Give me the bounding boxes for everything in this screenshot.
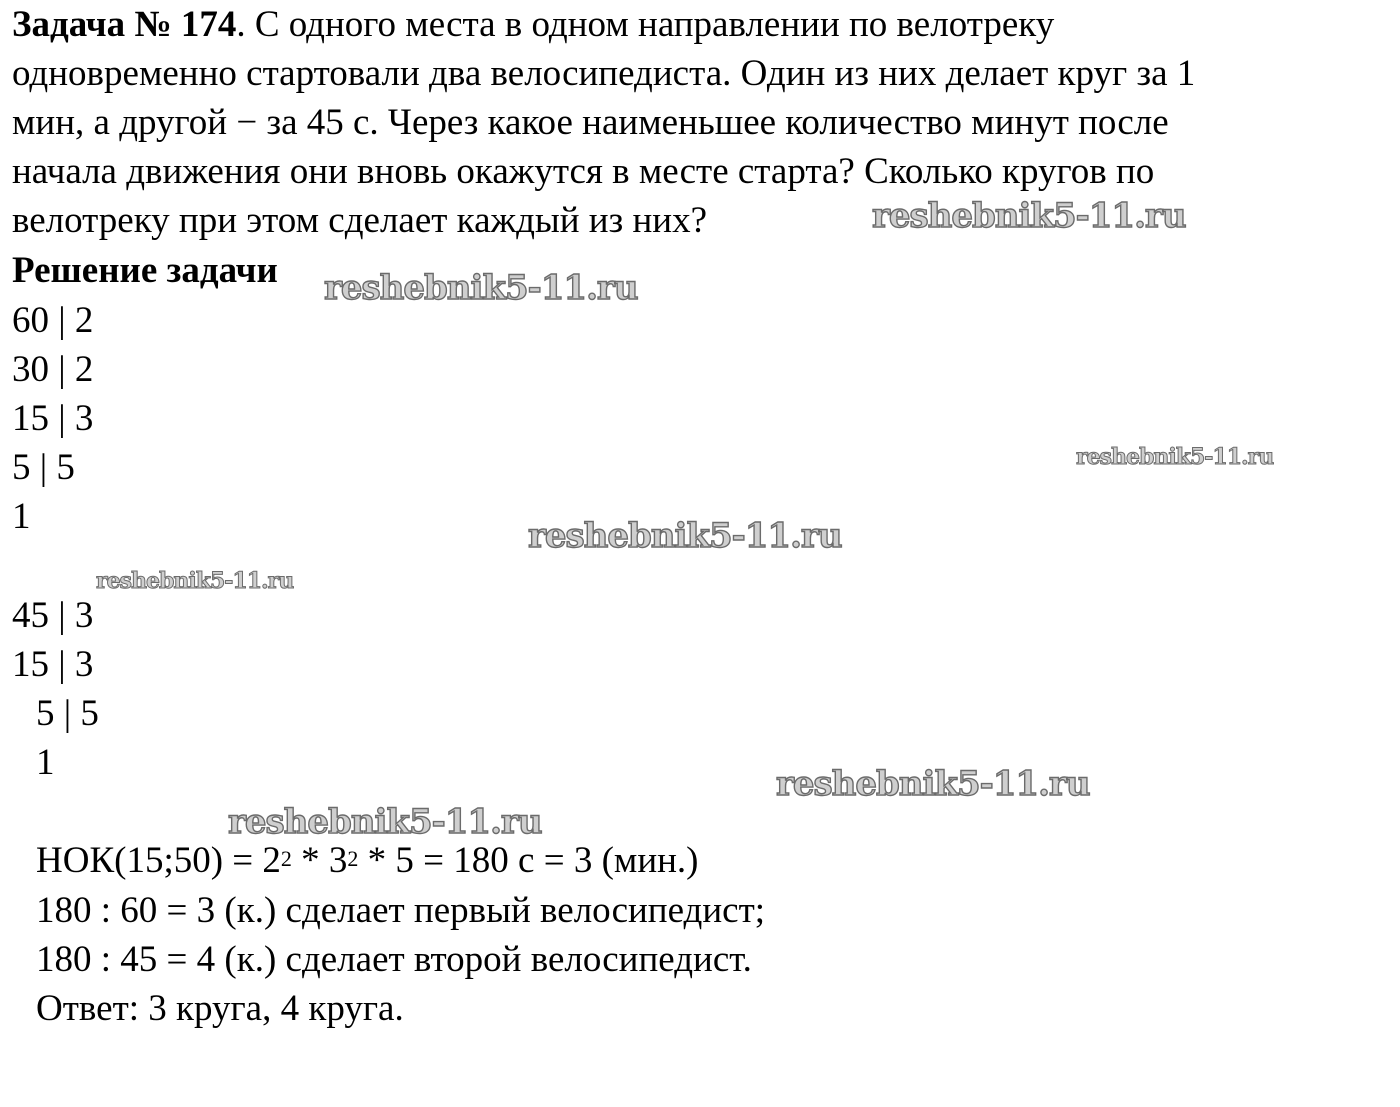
problem-line-4: начала движения они вновь окажутся в месте старта? Сколько кругов по — [12, 151, 1155, 192]
watermark: reshebnik5-11.ru — [324, 268, 638, 308]
solution-title: Решение задачи — [12, 250, 278, 291]
factor60-row: 60 | 2 — [12, 300, 94, 341]
watermark: reshebnik5-11.ru — [1076, 444, 1274, 470]
watermark: reshebnik5-11.ru — [776, 764, 1090, 804]
formula-exponent-1: 2 — [280, 846, 292, 871]
factor60-row: 15 | 3 — [12, 398, 94, 439]
formula-suffix: * 5 = 180 с = 3 (мин.) — [358, 840, 699, 881]
problem-line-1 — [12, 0, 1392, 49]
factor45-row: 1 — [36, 742, 55, 783]
factor60-row: 5 | 5 — [12, 447, 75, 488]
factor60-row: 1 — [12, 496, 31, 537]
factor45-row: 45 | 3 — [12, 595, 94, 636]
answer-line: Ответ: 3 круга, 4 круга. — [36, 988, 404, 1029]
factor60-row: 30 | 2 — [12, 349, 94, 390]
watermark: reshebnik5-11.ru — [228, 802, 542, 842]
watermark: reshebnik5-11.ru — [96, 568, 294, 594]
problem-line-1-text: . С одного места в одном направлении по велотреку — [236, 4, 1055, 45]
problem-line-3: мин, а другой − за 45 с. Через какое наименьшее количество минут после — [12, 102, 1169, 143]
problem-label: Задача № 174 — [12, 4, 237, 45]
watermark: reshebnik5-11.ru — [872, 196, 1186, 236]
problem-line-5: велотреку при этом сделает каждый из них? — [12, 200, 707, 241]
second-cyclist-line: 180 : 45 = 4 (к.) сделает второй велосипедист. — [36, 939, 752, 980]
formula-mid: * 3 — [291, 840, 348, 881]
factor45-row: 15 | 3 — [12, 644, 94, 685]
factor45-row: 5 | 5 — [36, 693, 99, 734]
formula-exponent-2: 2 — [347, 846, 359, 871]
lcm-formula — [36, 836, 699, 889]
watermark: reshebnik5-11.ru — [528, 516, 842, 556]
problem-line-2: одновременно стартовали два велосипедиста. Один из них делает круг за 1 — [12, 53, 1196, 94]
formula-prefix: НОК(15;50) = 2 — [36, 840, 281, 881]
first-cyclist-line: 180 : 60 = 3 (к.) сделает первый велосипедист; — [36, 890, 766, 931]
